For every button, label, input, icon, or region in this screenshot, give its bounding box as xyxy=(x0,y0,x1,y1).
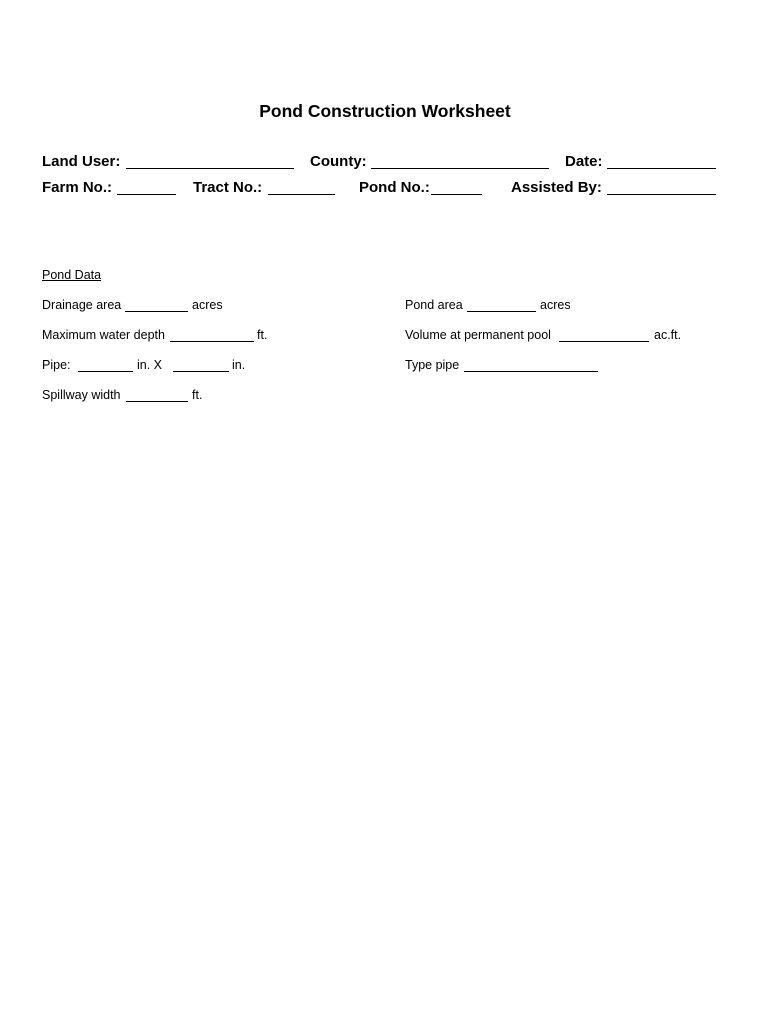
drainage-area-field[interactable] xyxy=(125,311,188,312)
volume-label: Volume at permanent pool xyxy=(405,328,551,342)
pipe-diameter-field[interactable] xyxy=(78,371,133,372)
land-user-label: Land User: xyxy=(42,153,121,170)
farm-no-field[interactable] xyxy=(117,194,176,195)
pipe-length-field[interactable] xyxy=(173,371,229,372)
volume-field[interactable] xyxy=(559,341,649,342)
type-pipe-field[interactable] xyxy=(464,371,598,372)
volume-unit: ac.ft. xyxy=(654,328,682,342)
tract-no-field[interactable] xyxy=(268,194,335,195)
pond-no-field[interactable] xyxy=(431,194,482,195)
max-water-depth-label: Maximum water depth xyxy=(42,328,165,342)
page-title: Pond Construction Worksheet xyxy=(259,101,511,121)
max-water-depth-field[interactable] xyxy=(170,341,254,342)
assisted-by-label: Assisted By: xyxy=(511,179,602,196)
drainage-area-label: Drainage area xyxy=(42,298,122,312)
drainage-area-unit: acres xyxy=(192,298,223,312)
spillway-width-field[interactable] xyxy=(126,401,188,402)
assisted-by-field[interactable] xyxy=(607,194,716,195)
pond-no-label: Pond No.: xyxy=(359,179,430,196)
date-label: Date: xyxy=(565,153,603,170)
pond-area-label: Pond area xyxy=(405,298,463,312)
date-field[interactable] xyxy=(607,168,716,169)
spillway-width-unit: ft. xyxy=(192,388,203,402)
pipe-unit: in. xyxy=(232,358,246,372)
pond-data-heading: Pond Data xyxy=(42,268,102,282)
pipe-label: Pipe: xyxy=(42,358,71,372)
county-label: County: xyxy=(310,153,367,170)
farm-no-label: Farm No.: xyxy=(42,179,113,196)
pond-area-field[interactable] xyxy=(467,311,536,312)
max-water-depth-unit: ft. xyxy=(257,328,268,342)
type-pipe-label: Type pipe xyxy=(405,358,460,372)
county-field[interactable] xyxy=(371,168,549,169)
pipe-unit-x: in. X xyxy=(137,358,163,372)
spillway-width-label: Spillway width xyxy=(42,388,121,402)
tract-no-label: Tract No.: xyxy=(193,179,263,196)
pond-area-unit: acres xyxy=(540,298,571,312)
land-user-field[interactable] xyxy=(126,168,294,169)
